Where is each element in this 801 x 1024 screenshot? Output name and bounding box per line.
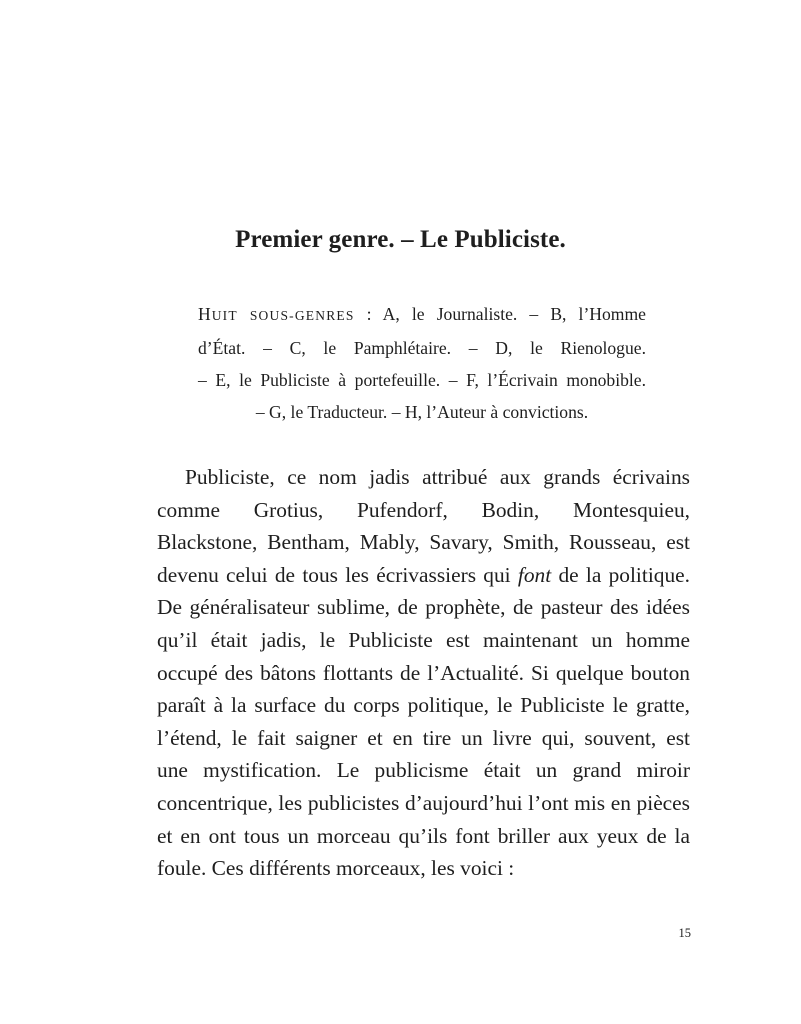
chapter-title: Premier genre. – Le Publiciste. bbox=[235, 226, 566, 253]
summary-lead-cap: H bbox=[198, 304, 212, 324]
body-line-12: et en ont tous un morceau qu’ils font briller aux yeux de la bbox=[157, 823, 690, 848]
page-number: 15 bbox=[678, 926, 691, 940]
summary-line-3: – E, le Publiciste à portefeuille. – F, l’Écrivain monobible. bbox=[198, 370, 646, 390]
summary-line-2: d’État. – C, le Pamphlétaire. – D, le Rienologue. bbox=[198, 338, 646, 358]
body-line-4-before: devenu celui de tous les écrivassiers qui bbox=[157, 562, 518, 587]
summary-lead-smallcaps: UIT SOUS-GENRES bbox=[211, 308, 355, 323]
body-line-2: comme Grotius, Pufendorf, Bodin, Montesquieu, bbox=[157, 497, 690, 522]
body-line-13: foule. Ces différents morceaux, les voici : bbox=[157, 856, 515, 881]
body-line-4-after: de la politique. bbox=[551, 562, 690, 587]
body-line-3: Blackstone, Bentham, Mably, Savary, Smith, Rousseau, est bbox=[157, 530, 690, 555]
body-line-10: une mystification. Le publicisme était un grand miroir bbox=[157, 758, 690, 783]
body-line-8: paraît à la surface du corps politique, le Publiciste le gratte, bbox=[157, 693, 690, 718]
body-line-4-italic: font bbox=[517, 562, 552, 587]
body-line-1: Publiciste, ce nom jadis attribué aux grands écrivains bbox=[185, 465, 690, 489]
body-line-6: qu’il était jadis, le Publiciste est maintenant un homme bbox=[157, 627, 690, 652]
body-paragraph bbox=[157, 461, 690, 885]
chapter-summary bbox=[198, 298, 646, 428]
body-line-4 bbox=[157, 559, 690, 592]
body-line-11: concentrique, les publicistes d’aujourd’hui l’ont mis en pièces bbox=[157, 790, 690, 815]
summary-line-1-rest: : A, le Journaliste. – B, l’Homme bbox=[354, 304, 646, 324]
summary-line-4: – G, le Traducteur. – H, l’Auteur à convictions. bbox=[255, 402, 589, 422]
body-line-7: occupé des bâtons flottants de l’Actualité. Si quelque bouton bbox=[157, 660, 690, 685]
body-line-9: l’étend, le fait saigner et en tire un livre qui, souvent, est bbox=[157, 725, 690, 750]
body-line-5: De généralisateur sublime, de prophète, de pasteur des idées bbox=[157, 595, 690, 620]
summary-line-1 bbox=[198, 298, 646, 332]
